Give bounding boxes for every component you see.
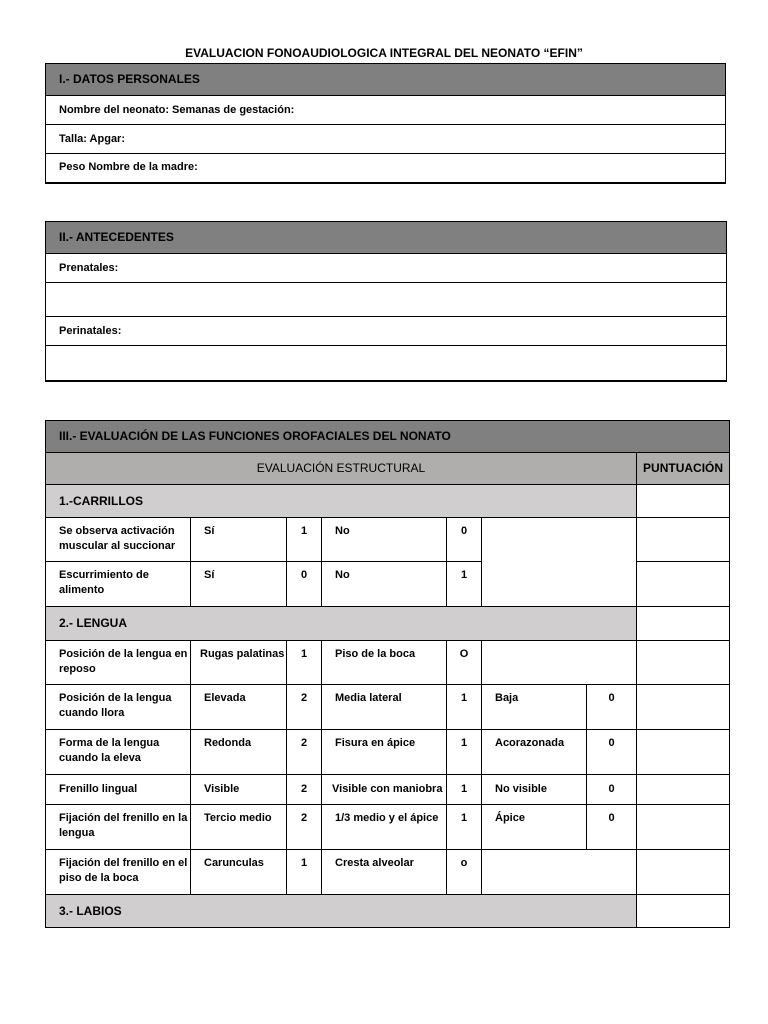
subsection-labios: 3.- LABIOS: [46, 895, 637, 928]
option-label: No: [322, 562, 447, 607]
score-cell[interactable]: [637, 850, 730, 895]
option-value: 2: [287, 805, 322, 850]
section-header: II.- ANTECEDENTES: [46, 222, 727, 254]
option-value: 0: [587, 805, 637, 850]
item-label: Posición de la lengua en reposo: [46, 641, 191, 685]
section-header: III.- EVALUACIÓN DE LAS FUNCIONES OROFACIALES DEL NONATO: [46, 421, 730, 453]
option-value: 0: [287, 562, 322, 607]
option-value: 1: [447, 562, 482, 607]
empty-cell: [482, 850, 637, 895]
section-header: I.- DATOS PERSONALES: [46, 64, 726, 96]
option-label: Baja: [482, 685, 587, 730]
option-label: Piso de la boca: [322, 641, 447, 685]
field-perinatales-input[interactable]: [46, 346, 727, 381]
score-cell[interactable]: [637, 562, 730, 607]
option-label: Carunculas: [191, 850, 287, 895]
field-perinatales-label: Perinatales:: [46, 317, 727, 346]
option-label: Visible con maniobra: [322, 775, 447, 805]
option-value: o: [447, 850, 482, 895]
empty-cell: [482, 518, 637, 607]
option-label: Visible: [191, 775, 287, 805]
section-funciones-orofaciales: [45, 420, 730, 928]
puntuacion-header: PUNTUACIÓN: [637, 453, 730, 485]
score-cell[interactable]: [637, 485, 730, 518]
option-value: 1: [447, 685, 482, 730]
option-value: 1: [287, 641, 322, 685]
score-cell[interactable]: [637, 641, 730, 685]
evaluacion-estructural-header: EVALUACIÓN ESTRUCTURAL: [46, 453, 637, 485]
option-label: Tercio medio: [191, 805, 287, 850]
option-label: 1/3 medio y el ápice: [322, 805, 447, 850]
field-prenatales-input[interactable]: [46, 283, 727, 317]
item-label: Se observa activación muscular al succionar: [46, 518, 191, 562]
option-value: 1: [447, 805, 482, 850]
score-cell[interactable]: [637, 895, 730, 928]
score-cell[interactable]: [637, 730, 730, 775]
option-label: Rugas palatinas: [191, 641, 287, 685]
item-label: Fijación del frenillo en la lengua: [46, 805, 191, 850]
item-label: Posición de la lengua cuando llora: [46, 685, 191, 730]
option-value: 1: [287, 850, 322, 895]
score-cell[interactable]: [637, 607, 730, 641]
option-value: 1: [287, 518, 322, 562]
option-value: 1: [447, 775, 482, 805]
option-value: O: [447, 641, 482, 685]
document-title: EVALUACION FONOAUDIOLOGICA INTEGRAL DEL NEONATO “EFIN”: [185, 46, 583, 60]
item-label: Fijación del frenillo en el piso de la boca: [46, 850, 191, 895]
score-cell[interactable]: [637, 805, 730, 850]
option-value: 2: [287, 730, 322, 775]
section-antecedentes: [45, 221, 727, 382]
field-peso-madre[interactable]: Peso Nombre de la madre:: [46, 154, 726, 183]
option-value: 0: [587, 685, 637, 730]
option-label: Redonda: [191, 730, 287, 775]
option-label: Cresta alveolar: [322, 850, 447, 895]
subsection-carrillos: 1.-CARRILLOS: [46, 485, 637, 518]
option-label: No visible: [482, 775, 587, 805]
score-cell[interactable]: [637, 685, 730, 730]
option-label: Sí: [191, 562, 287, 607]
option-value: 0: [587, 730, 637, 775]
section-datos-personales: [45, 63, 726, 184]
option-label: Media lateral: [322, 685, 447, 730]
option-label: Sí: [191, 518, 287, 562]
option-value: 2: [287, 775, 322, 805]
option-value: 0: [447, 518, 482, 562]
option-value: 1: [447, 730, 482, 775]
option-value: 0: [587, 775, 637, 805]
field-talla-apgar[interactable]: Talla: Apgar:: [46, 125, 726, 154]
empty-cell: [482, 641, 637, 685]
field-prenatales-label: Prenatales:: [46, 254, 727, 283]
item-label: Frenillo lingual: [46, 775, 191, 805]
option-value: 2: [287, 685, 322, 730]
option-label: Ápice: [482, 805, 587, 850]
option-label: Fisura en ápice: [322, 730, 447, 775]
subsection-lengua: 2.- LENGUA: [46, 607, 637, 641]
field-nombre-neonato[interactable]: Nombre del neonato: Semanas de gestación:: [46, 96, 726, 125]
score-cell[interactable]: [637, 518, 730, 562]
score-cell[interactable]: [637, 775, 730, 805]
item-label: Escurrimiento de alimento: [46, 562, 191, 607]
option-label: Elevada: [191, 685, 287, 730]
item-label: Forma de la lengua cuando la eleva: [46, 730, 191, 775]
option-label: Acorazonada: [482, 730, 587, 775]
option-label: No: [322, 518, 447, 562]
